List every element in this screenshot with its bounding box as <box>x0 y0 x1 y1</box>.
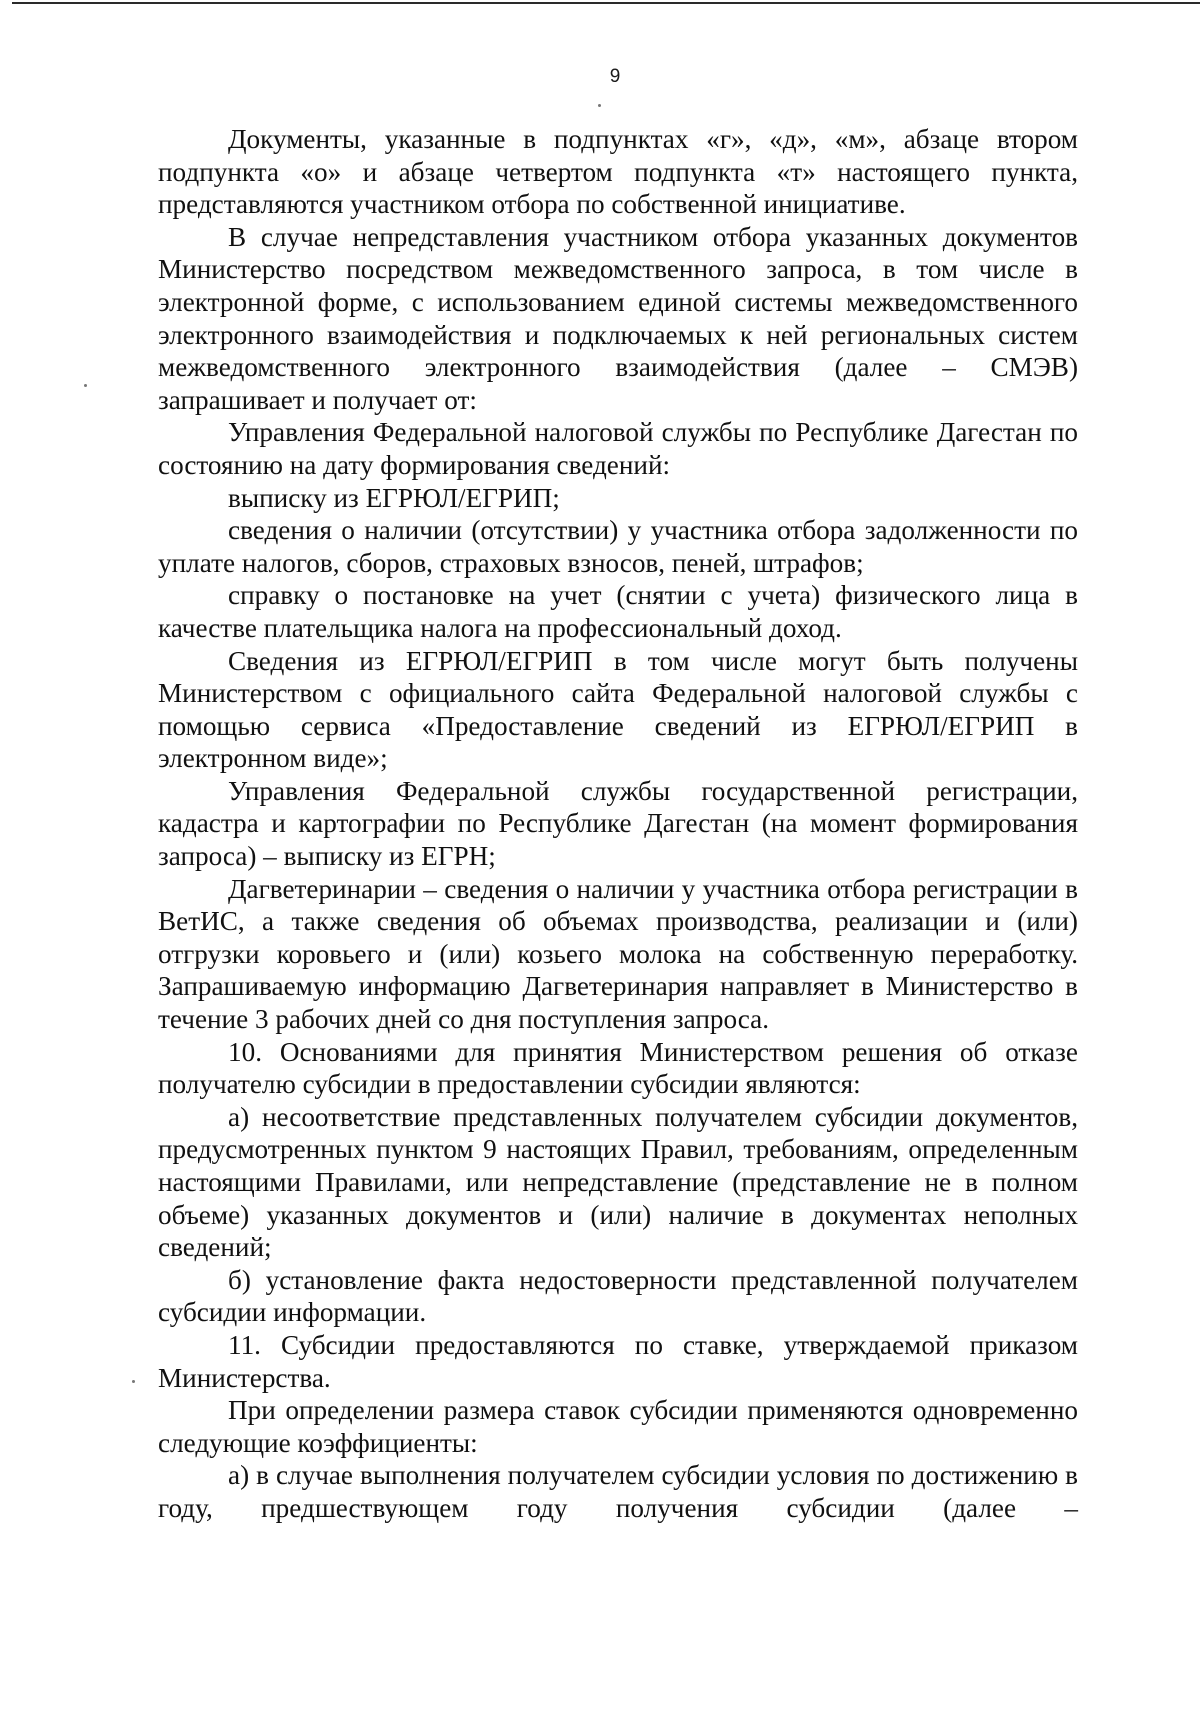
paragraph: а) несоответствие представленных получателем субсидии документов, предусмотренных пунктом 9 настоящих Правил, требованиям, определенным настоящими Правилами, или непредставление (представление не в полном объеме) указанных документов и (или) наличие в документах неполных сведений; <box>158 1101 1078 1263</box>
paragraph: В случае непредставления участником отбора указанных документов Министерство посредством межведомственного запроса, в том числе в электронной форме, с использованием единой системы межведомственного электронного взаимодействия и подключаемых к ней региональных систем межведомственного электронного взаимодействия (далее – СМЭВ) запрашивает и получает от: <box>158 221 1078 415</box>
paragraph: Документы, указанные в подпунктах «г», «д», «м», абзаце втором подпункта «о» и абзаце четвертом подпункта «т» настоящего пункта, представляются участником отбора по собственной инициативе. <box>158 124 1078 220</box>
scan-speck <box>132 1380 135 1383</box>
scan-speck <box>84 384 87 387</box>
paragraph: а) в случае выполнения получателем субсидии условия по достижению в году, предшествующем году получения субсидии (далее – <box>158 1460 1078 1523</box>
paragraph: Сведения из ЕГРЮЛ/ЕГРИП в том числе могут быть получены Министерством с официального сайта Федеральной налоговой службы с помощью сервиса «Предоставление сведений из ЕГРЮЛ/ЕГРИП в электронном виде»; <box>158 645 1078 774</box>
paragraph: Управления Федеральной налоговой службы по Республике Дагестан по состоянию на дату формирования сведений: <box>158 417 1078 480</box>
paragraph: Дагветеринарии – сведения о наличии у участника отбора регистрации в ВетИС, а также сведения об объемах производства, реализации и (или) отгрузки коровьего и (или) козьего молока на собственную переработку. Запрашиваемую информацию Дагветеринария направляет в Министерство в течение 3 рабочих дней со дня поступления запроса. <box>158 873 1078 1035</box>
paragraph: 11. Субсидии предоставляются по ставке, утверждаемой приказом Министерства. <box>158 1329 1078 1393</box>
paragraph: 10. Основаниями для принятия Министерством решения об отказе получателю субсидии в предоставлении субсидии являются: <box>158 1036 1078 1100</box>
scan-speck <box>598 104 601 107</box>
paragraph: б) установление факта недостоверности представленной получателем субсидии информации. <box>158 1264 1078 1328</box>
page-number: 9 <box>609 66 621 87</box>
paragraph: Управления Федеральной службы государственной регистрации, кадастра и картографии по Республике Дагестан (на момент формирования запроса) – выписку из ЕГРН; <box>158 775 1078 872</box>
page-top-border <box>12 2 1200 4</box>
paragraph: При определении размера ставок субсидии применяются одновременно следующие коэффициенты: <box>158 1395 1078 1458</box>
paragraph: сведения о наличии (отсутствии) у участника отбора задолженности по уплате налогов, сборов, страховых взносов, пеней, штрафов; <box>158 515 1078 578</box>
paragraph: выписку из ЕГРЮЛ/ЕГРИП; <box>228 482 560 513</box>
document-body <box>158 123 1078 1525</box>
paragraph: справку о постановке на учет (снятии с учета) физического лица в качестве плательщика налога на профессиональный доход. <box>158 580 1078 643</box>
